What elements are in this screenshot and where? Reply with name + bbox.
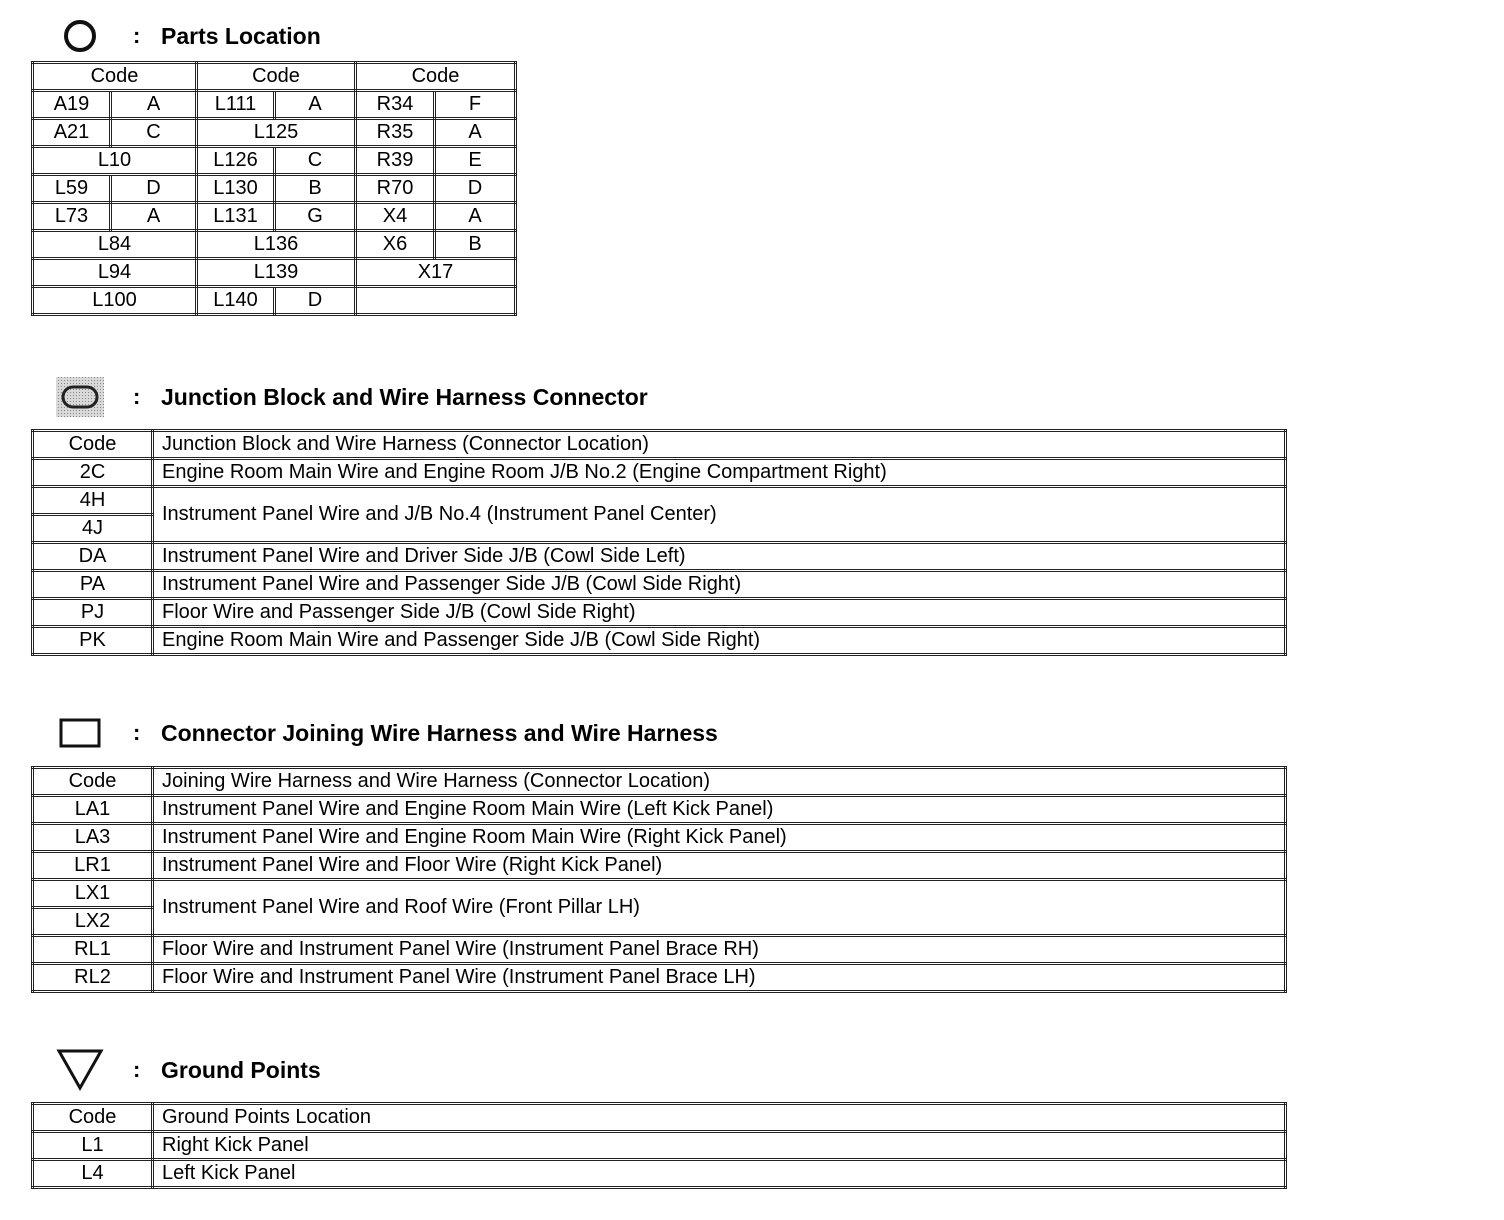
code-column-header: Code xyxy=(33,1104,153,1132)
location-column-header: Ground Points Location xyxy=(153,1104,1286,1132)
part-code-cell: L94 xyxy=(33,259,197,287)
table-row xyxy=(33,599,1286,627)
table-header-row xyxy=(33,768,1286,796)
rounded-rectangle-shaded-icon xyxy=(55,379,105,415)
code-cell: LR1 xyxy=(33,852,153,880)
table-row xyxy=(33,852,1286,880)
location-cell: Floor Wire and Passenger Side J/B (Cowl Side Right) xyxy=(153,599,1286,627)
part-code-cell: L73 xyxy=(33,203,111,231)
table-row xyxy=(33,571,1286,599)
part-code-cell: R39 xyxy=(356,147,435,175)
parts-location-table xyxy=(31,61,517,316)
location-letter-cell: C xyxy=(111,119,197,147)
part-code-cell: L130 xyxy=(197,175,275,203)
location-cell: Left Kick Panel xyxy=(153,1160,1286,1188)
column-header: Code xyxy=(33,63,197,91)
code-cell: L1 xyxy=(33,1132,153,1160)
table-row xyxy=(33,1160,1286,1188)
location-cell: Instrument Panel Wire and Passenger Side J/B (Cowl Side Right) xyxy=(153,571,1286,599)
table-row xyxy=(33,627,1286,655)
code-cell: PJ xyxy=(33,599,153,627)
rectangle-icon xyxy=(55,715,105,751)
table-row xyxy=(33,231,516,259)
table-header-row xyxy=(33,431,1286,459)
part-code-cell: L140 xyxy=(197,287,275,315)
location-cell: Floor Wire and Instrument Panel Wire (Instrument Panel Brace RH) xyxy=(153,936,1286,964)
heading-colon: : xyxy=(133,1057,141,1082)
location-letter-cell: C xyxy=(275,147,356,175)
code-cell: LA1 xyxy=(33,796,153,824)
location-cell: Instrument Panel Wire and Floor Wire (Right Kick Panel) xyxy=(153,852,1286,880)
table-row xyxy=(33,459,1286,487)
location-column-header: Junction Block and Wire Harness (Connector Location) xyxy=(153,431,1286,459)
code-cell: RL2 xyxy=(33,964,153,992)
code-cell: DA xyxy=(33,543,153,571)
column-header: Code xyxy=(197,63,356,91)
table-row xyxy=(33,796,1286,824)
location-letter-cell: D xyxy=(111,175,197,203)
table-row xyxy=(33,487,1286,515)
location-cell: Instrument Panel Wire and Driver Side J/B (Cowl Side Left) xyxy=(153,543,1286,571)
code-cell: PA xyxy=(33,571,153,599)
code-cell: PK xyxy=(33,627,153,655)
part-code-cell: A19 xyxy=(33,91,111,119)
location-letter-cell: F xyxy=(435,91,516,119)
part-code-cell: R70 xyxy=(356,175,435,203)
table-row xyxy=(33,543,1286,571)
table-row xyxy=(33,147,516,175)
location-letter-cell: A xyxy=(435,203,516,231)
code-cell: L4 xyxy=(33,1160,153,1188)
part-code-cell: L126 xyxy=(197,147,275,175)
part-code-cell: X17 xyxy=(356,259,516,287)
circle-icon xyxy=(55,18,105,54)
table-row xyxy=(33,119,516,147)
part-code-cell: L100 xyxy=(33,287,197,315)
location-letter-cell: D xyxy=(275,287,356,315)
part-code-cell: L10 xyxy=(33,147,197,175)
section-title: Ground Points xyxy=(161,1056,321,1083)
part-code-cell: R35 xyxy=(356,119,435,147)
location-letter-cell: D xyxy=(435,175,516,203)
location-cell: Engine Room Main Wire and Engine Room J/B No.2 (Engine Compartment Right) xyxy=(153,459,1286,487)
code-cell: LX1 xyxy=(33,880,153,908)
location-cell: Floor Wire and Instrument Panel Wire (Instrument Panel Brace LH) xyxy=(153,964,1286,992)
table-row xyxy=(33,287,516,315)
junction-block-heading xyxy=(55,379,648,415)
part-code-cell: A21 xyxy=(33,119,111,147)
table-header-row xyxy=(33,1104,1286,1132)
ground-points-table xyxy=(31,1102,1287,1189)
table-row xyxy=(33,203,516,231)
junction-block-table xyxy=(31,429,1287,656)
code-cell: LX2 xyxy=(33,908,153,936)
section-title: Junction Block and Wire Harness Connector xyxy=(161,383,648,410)
heading-colon: : xyxy=(133,384,141,409)
location-letter-cell: A xyxy=(111,203,197,231)
heading-colon: : xyxy=(133,720,141,745)
location-cell: Right Kick Panel xyxy=(153,1132,1286,1160)
part-code-cell: L131 xyxy=(197,203,275,231)
ground-points-heading xyxy=(55,1052,321,1088)
triangle-down-icon xyxy=(55,1052,105,1088)
column-header: Code xyxy=(356,63,516,91)
connector-joining-table xyxy=(31,766,1287,993)
location-cell: Instrument Panel Wire and Engine Room Main Wire (Left Kick Panel) xyxy=(153,796,1286,824)
code-column-header: Code xyxy=(33,431,153,459)
location-letter-cell: B xyxy=(275,175,356,203)
location-cell: Instrument Panel Wire and Roof Wire (Front Pillar LH) xyxy=(153,880,1286,936)
part-code-cell xyxy=(356,287,516,315)
table-row xyxy=(33,91,516,119)
connector-joining-heading xyxy=(55,715,718,751)
parts-location-heading xyxy=(55,18,321,54)
location-cell: Instrument Panel Wire and Engine Room Main Wire (Right Kick Panel) xyxy=(153,824,1286,852)
part-code-cell: L125 xyxy=(197,119,356,147)
code-column-header: Code xyxy=(33,768,153,796)
location-cell: Instrument Panel Wire and J/B No.4 (Instrument Panel Center) xyxy=(153,487,1286,543)
table-row xyxy=(33,175,516,203)
code-cell: 4J xyxy=(33,515,153,543)
table-row xyxy=(33,1132,1286,1160)
table-header-row xyxy=(33,63,516,91)
code-cell: LA3 xyxy=(33,824,153,852)
location-cell: Engine Room Main Wire and Passenger Side J/B (Cowl Side Right) xyxy=(153,627,1286,655)
table-row xyxy=(33,964,1286,992)
location-column-header: Joining Wire Harness and Wire Harness (Connector Location) xyxy=(153,768,1286,796)
table-row xyxy=(33,936,1286,964)
table-row xyxy=(33,880,1286,908)
code-cell: 2C xyxy=(33,459,153,487)
location-letter-cell: A xyxy=(275,91,356,119)
section-title: Connector Joining Wire Harness and Wire Harness xyxy=(161,719,718,746)
part-code-cell: L84 xyxy=(33,231,197,259)
part-code-cell: L139 xyxy=(197,259,356,287)
section-title: Parts Location xyxy=(161,22,321,49)
table-row xyxy=(33,259,516,287)
location-letter-cell: E xyxy=(435,147,516,175)
part-code-cell: X4 xyxy=(356,203,435,231)
table-row xyxy=(33,824,1286,852)
part-code-cell: L136 xyxy=(197,231,356,259)
part-code-cell: L59 xyxy=(33,175,111,203)
part-code-cell: L111 xyxy=(197,91,275,119)
location-letter-cell: B xyxy=(435,231,516,259)
code-cell: 4H xyxy=(33,487,153,515)
location-letter-cell: A xyxy=(111,91,197,119)
heading-colon: : xyxy=(133,23,141,48)
location-letter-cell: G xyxy=(275,203,356,231)
part-code-cell: R34 xyxy=(356,91,435,119)
part-code-cell: X6 xyxy=(356,231,435,259)
code-cell: RL1 xyxy=(33,936,153,964)
location-letter-cell: A xyxy=(435,119,516,147)
